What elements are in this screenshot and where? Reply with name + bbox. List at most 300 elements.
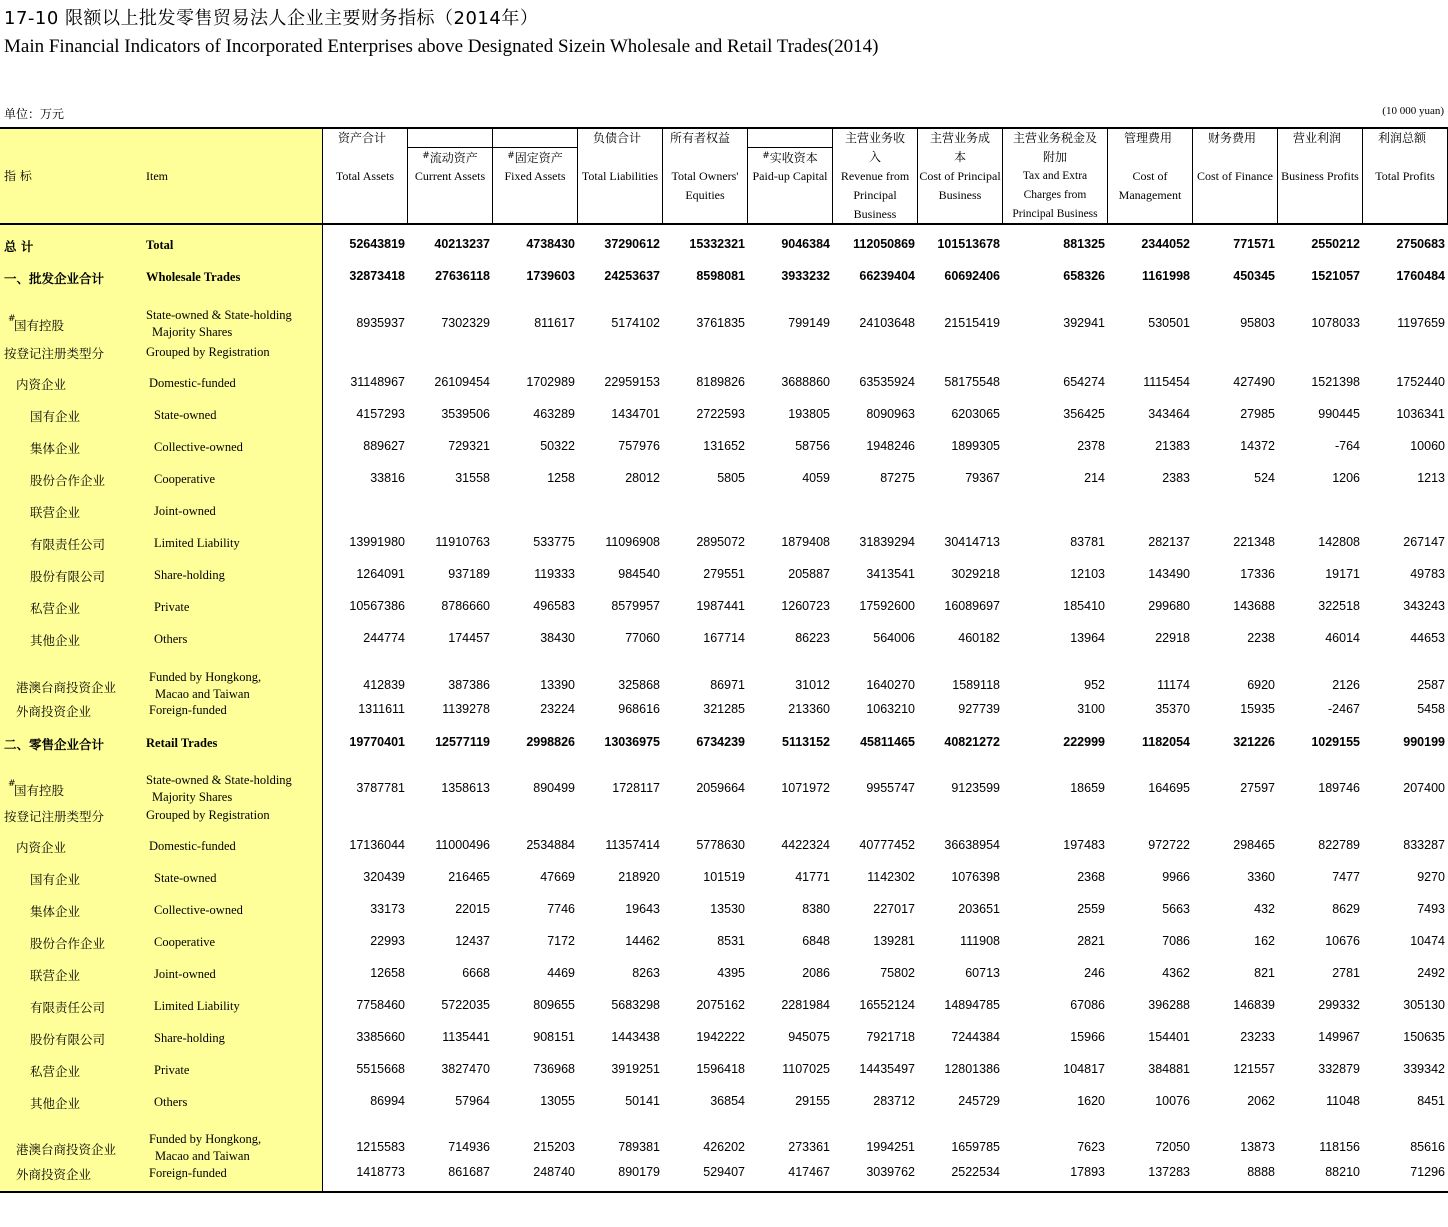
cell-value: 207400 [1403,781,1445,795]
row-label-en-line: State-owned & State-holding [146,773,292,787]
cell-value: 13873 [1240,1140,1275,1154]
row-label-cn [16,838,66,856]
header-mgmt-cn: 管理费用 [1124,131,1173,145]
cell-value: 45811465 [860,735,915,749]
cell-value: 35370 [1155,702,1190,716]
cell-value: 1142302 [867,870,915,884]
cell-value: 1418773 [356,1165,405,1179]
row-label-cn-text: 外商投资企业 [16,1167,92,1182]
cell-value: 24253637 [604,269,660,283]
row-label-en [149,838,236,855]
cell-value: 10567386 [349,599,405,613]
cell-value: 18659 [1070,781,1105,795]
hash-mark: # [507,151,515,161]
cell-value: 1596418 [696,1062,745,1076]
row-label-en-line: Grouped by Registration [146,808,270,822]
row-label-cn-text: 股份有限公司 [30,569,106,584]
cell-value: 2281984 [781,998,830,1012]
cell-value: 44653 [1410,631,1445,645]
row-label-cn [30,966,80,984]
cell-value: 714936 [448,1140,490,1154]
cell-value: 343243 [1403,599,1445,613]
cell-value: 2492 [1417,966,1445,980]
cell-value: 79367 [965,471,1000,485]
header-mgmt-en: Cost of Management [1118,169,1182,202]
row-label-cn-text: 私营企业 [30,1064,81,1079]
cell-value: 40777452 [859,838,915,852]
row-label-cn [16,375,66,393]
cell-value: 1942222 [696,1030,745,1044]
cell-value: 22993 [370,934,405,948]
cell-value: 771571 [1233,237,1275,251]
row-label-cn-text: 国有企业 [30,872,81,887]
header-fixed-assets-en: Fixed Assets [504,169,566,183]
row-label-en [154,631,187,648]
cell-value: 7493 [1417,902,1445,916]
row-label-cn-text: 联营企业 [30,505,81,520]
cell-value: 31839294 [859,535,915,549]
cell-value: 432 [1254,902,1275,916]
cell-value: 101513678 [937,237,1000,251]
header-fixed-assets-cn [493,149,577,168]
cell-value: 185410 [1063,599,1105,613]
header-group-rule [747,147,832,148]
header-paidup-en: Paid-up Capital [752,169,828,183]
cell-value: 86994 [370,1094,405,1108]
cell-value: 2534884 [526,838,575,852]
cell-value: 1434701 [611,407,660,421]
row-label-cn [16,1140,116,1158]
cell-value: 325868 [618,678,660,692]
cell-value: 833287 [1403,838,1445,852]
row-label-cn [4,735,104,753]
cell-value: 1659785 [951,1140,1000,1154]
cell-value: 1260723 [781,599,830,613]
row-label-en-line: Private [154,600,190,614]
row-label-en [154,870,216,887]
header-finance-en: Cost of Finance [1197,169,1273,183]
row-label-en [154,567,225,584]
row-label-cn-text: 集体企业 [30,904,81,919]
row-label-cn [16,1165,91,1183]
header-total-assets-cn: 资产合计 [338,131,387,145]
column-divider [322,129,323,1191]
cell-value: 821 [1254,966,1275,980]
row-label-cn-text: 按登记注册类型分 [4,346,105,361]
cell-value: 1948246 [866,439,915,453]
row-label-cn-text: 一、批发企业合计 [4,271,105,286]
cell-value: 22015 [455,902,490,916]
row-label-en-line: Macao and Taiwan [155,1149,250,1163]
cell-value: 15966 [1070,1030,1105,1044]
cell-value: 7623 [1077,1140,1105,1154]
row-label-en-line: Limited Liability [154,536,240,550]
cell-value: 143490 [1148,567,1190,581]
cell-value: 8786660 [441,599,490,613]
cell-value: 11048 [1326,1094,1360,1108]
cell-value: 463289 [533,407,575,421]
header-finance-cn: 财务费用 [1208,131,1257,145]
row-label-en-line: Funded by Hongkong, [149,670,262,684]
cell-value: 1311611 [358,702,405,716]
cell-value: 1036341 [1396,407,1445,421]
row-label-en-line: Domestic-funded [149,376,236,390]
cell-value: 8090963 [866,407,915,421]
cell-value: 174457 [448,631,490,645]
cell-value: 1135441 [442,1030,490,1044]
cell-value: 17893 [1070,1165,1105,1179]
cell-value: 3827470 [441,1062,490,1076]
cell-value: 736968 [533,1062,575,1076]
cell-value: 227017 [873,902,915,916]
cell-value: 17336 [1240,567,1275,581]
row-label-cn [30,934,105,952]
row-label-cn [30,439,80,457]
cell-value: 990199 [1403,735,1445,749]
cell-value: 320439 [363,870,405,884]
cell-value: 67086 [1070,998,1105,1012]
row-label-en-line: Funded by Hongkong, [149,1132,262,1146]
cell-value: 392941 [1063,316,1105,330]
cell-value: 908151 [533,1030,575,1044]
cell-value: 6203065 [951,407,1000,421]
cell-value: 460182 [958,631,1000,645]
header-liabilities-en: Total Liabilities [581,169,659,183]
cell-value: 861687 [448,1165,490,1179]
cell-value: 283712 [873,1094,915,1108]
row-label-en-line: Others [154,632,188,646]
unit-label-en: (10 000 yuan) [1382,105,1444,117]
cell-value: 23233 [1240,1030,1275,1044]
cell-value: 279551 [703,567,745,581]
cell-value: 21515419 [944,316,1000,330]
cell-value: 3761835 [696,316,745,330]
cell-value: 137283 [1148,1165,1190,1179]
cell-value: 2383 [1162,471,1190,485]
row-label-cn-text: 内资企业 [16,377,67,392]
row-label-en [154,1062,189,1079]
cell-value: 4422324 [781,838,830,852]
cell-value: 3100 [1077,702,1105,716]
row-label-cn [30,407,80,425]
cell-value: 164695 [1148,781,1190,795]
cell-value: 658326 [1063,269,1105,283]
cell-value: 927739 [958,702,1000,716]
header-totalprofit-en: Total Profits [1375,169,1435,183]
row-label-en [154,407,216,424]
cell-value: 86223 [795,631,830,645]
cell-value: 1640270 [866,678,915,692]
row-label-cn-text: 港澳台商投资企业 [16,1142,117,1157]
row-label-cn [30,631,80,649]
row-label-cn [30,998,105,1016]
hash-mark: # [422,151,430,161]
cell-value: 890499 [533,781,575,795]
header-bizprofit-en: Business Profits [1281,169,1359,183]
cell-value: 305130 [1403,998,1445,1012]
cell-value: 193805 [788,407,830,421]
cell-value: 36854 [710,1094,745,1108]
header-revenue-en: Revenue from Principal Business [840,169,910,221]
row-label-en [154,1094,187,1111]
row-label-en-line: Collective-owned [154,903,243,917]
cell-value: 881325 [1063,237,1105,251]
unit-label-cn: 单位：万元 [4,107,65,121]
cell-value: 945075 [788,1030,830,1044]
cell-value: 1139278 [442,702,490,716]
row-label-en-line: Share-holding [154,568,225,582]
cell-value: 38430 [540,631,575,645]
cell-value: 31012 [795,678,830,692]
row-label-cn-text: 有限责任公司 [30,1000,106,1015]
cell-value: 1521398 [1311,375,1360,389]
row-label-cn-text: 国有控股 [14,783,65,798]
cell-value: 7758460 [356,998,405,1012]
header-indicator-cn: 指 标 [4,169,32,183]
header-bizprofit-cn: 营业利润 [1293,131,1342,145]
row-label-cn [4,269,104,287]
cell-value: 2998826 [526,735,575,749]
cell-value: 299332 [1318,998,1360,1012]
cell-value: 10060 [1410,439,1445,453]
cell-value: 937189 [448,567,490,581]
cell-value: 111908 [960,934,1000,948]
cell-value: 2550212 [1311,237,1360,251]
cell-value: 1107025 [782,1062,830,1076]
cell-value: 1899305 [951,439,1000,453]
cell-value: 3688860 [781,375,830,389]
cell-value: 19171 [1325,567,1360,581]
row-label-cn [8,779,65,799]
cell-value: 12658 [370,966,405,980]
cell-value: 58756 [795,439,830,453]
cell-value: 245729 [958,1094,1000,1108]
row-label-en-line: Cooperative [154,472,216,486]
cell-value: 890179 [618,1165,660,1179]
row-label-cn-text: 有限责任公司 [30,537,106,552]
row-label-cn [4,807,104,825]
cell-value: 1029155 [1311,735,1360,749]
cell-value: 139281 [873,934,915,948]
cell-value: 6668 [462,966,490,980]
cell-value: 5683298 [611,998,660,1012]
row-label-cn-text: 股份有限公司 [30,1032,106,1047]
cell-value: 27636118 [435,269,490,283]
cell-value: 13390 [540,678,575,692]
cell-value: 205887 [788,567,830,581]
cell-value: 83781 [1070,535,1105,549]
page-title-en: Main Financial Indicators of Incorporated Enterprises above Designated Sizein Wholesale and Retail Trades(2014) [4,36,879,57]
row-label-en-line: Majority Shares [152,790,233,804]
row-label-en-line: Foreign-funded [149,1166,227,1180]
cell-value: 1443438 [611,1030,660,1044]
row-label-cn-text: 国有控股 [14,318,65,333]
row-label-en [146,807,270,824]
cell-value: 10076 [1155,1094,1190,1108]
cell-value: 14894785 [944,998,1000,1012]
cell-value: 1521057 [1311,269,1360,283]
row-label-en [146,307,292,341]
cell-value: 13530 [710,902,745,916]
cell-value: 5663 [1162,902,1190,916]
row-label-cn-text: 外商投资企业 [16,704,92,719]
row-label-en [149,669,261,703]
cell-value: 24103648 [859,316,915,330]
cell-value: 984540 [618,567,660,581]
cell-value: 37290612 [604,237,660,251]
cell-value: 146839 [1233,998,1275,1012]
cell-value: 4157293 [356,407,405,421]
row-label-en-line: State-owned [154,408,217,422]
cell-value: 654274 [1063,375,1105,389]
row-label-cn-text: 二、零售企业合计 [4,737,105,752]
cell-value: 22918 [1155,631,1190,645]
header-item-en: Item [146,169,168,183]
cell-value: 203651 [958,902,1000,916]
row-label-en-line: Total [146,238,174,252]
cell-value: 3539506 [441,407,490,421]
cell-value: 23224 [540,702,575,716]
cell-value: 104817 [1063,1062,1105,1076]
cell-value: 14435497 [859,1062,915,1076]
row-label-en-line: State-owned & State-holding [146,308,292,322]
cell-value: 88210 [1325,1165,1360,1179]
cell-value: 7477 [1332,870,1360,884]
cell-value: 496583 [533,599,575,613]
cell-value: 248740 [533,1165,575,1179]
cell-value: 13964 [1070,631,1105,645]
cell-value: 1987441 [696,599,745,613]
cell-value: 197483 [1063,838,1105,852]
cell-value: 29155 [795,1094,830,1108]
row-label-en-line: Others [154,1095,188,1109]
cell-value: 12437 [455,934,490,948]
cell-value: 87275 [880,471,915,485]
cell-value: 2378 [1077,439,1105,453]
cell-value: 246 [1084,966,1105,980]
cell-value: 530501 [1148,316,1190,330]
cell-value: 75802 [880,966,915,980]
cell-value: 16552124 [859,998,915,1012]
cell-value: 789381 [618,1140,660,1154]
row-label-en [149,1131,261,1165]
hash-mark: # [762,151,770,161]
cell-value: 41771 [795,870,830,884]
row-label-en-line: Share-holding [154,1031,225,1045]
row-label-en [149,1165,227,1182]
header-bottom-rule [0,223,1448,225]
cell-value: 1620 [1077,1094,1105,1108]
cell-value: 4059 [802,471,830,485]
cell-value: 427490 [1233,375,1275,389]
row-label-en-line: Joint-owned [154,504,216,518]
cell-value: 50322 [540,439,575,453]
cell-value: 2587 [1417,678,1445,692]
row-label-cn-text: 股份合作企业 [30,936,106,951]
header-revenue-cn: 主营业务收入 [844,131,905,164]
cell-value: 2559 [1077,902,1105,916]
cell-value: 1161998 [1142,269,1190,283]
header-total-assets-en: Total Assets [335,169,395,183]
cell-value: 1728117 [612,781,660,795]
row-label-cn-text: 按登记注册类型分 [4,809,105,824]
cell-value: 1078033 [1311,316,1360,330]
cell-value: 426202 [703,1140,745,1154]
cell-value: 47669 [540,870,575,884]
header-liabilities-cn: 负债合计 [593,131,642,145]
header-paidup-cn-text: 实收资本 [769,151,818,165]
cell-value: 49783 [1410,567,1445,581]
row-label-cn [30,599,80,617]
cell-value: 15935 [1240,702,1275,716]
row-label-cn-text: 联营企业 [30,968,81,983]
cell-value: -2467 [1328,702,1360,716]
cell-value: 417467 [788,1165,830,1179]
cell-value: 7302329 [441,316,490,330]
cell-value: 1115454 [1143,375,1190,389]
cell-value: 1702989 [526,375,575,389]
cell-value: 811617 [534,316,575,330]
header-group-rule [407,147,577,148]
cell-value: 142808 [1318,535,1360,549]
row-label-cn-text: 总 计 [4,239,34,254]
cell-value: 19643 [625,902,660,916]
cell-value: 4395 [717,966,745,980]
cell-value: 9955747 [866,781,915,795]
header-totalprofit-cn: 利润总额 [1378,131,1427,145]
table-bottom-rule [0,1191,1448,1193]
cell-value: 8451 [1417,1094,1445,1108]
cell-value: 5174102 [611,316,660,330]
cell-value: 1197659 [1397,316,1445,330]
cell-value: 1760484 [1396,269,1445,283]
row-label-en-line: State-owned [154,871,217,885]
cell-value: 71296 [1410,1165,1445,1179]
row-label-cn [16,678,116,696]
cell-value: 343464 [1148,407,1190,421]
cell-value: 40821272 [944,735,1000,749]
row-label-cn [4,344,104,362]
cell-value: 6920 [1247,678,1275,692]
cell-value: 5722035 [441,998,490,1012]
cell-value: 2781 [1332,966,1360,980]
row-label-en-line: Grouped by Registration [146,345,270,359]
row-label-cn [4,237,33,255]
cell-value: 11174 [1157,678,1190,692]
cell-value: 990445 [1318,407,1360,421]
row-label-en-line: Retail Trades [146,736,218,750]
cell-value: 31558 [455,471,490,485]
cell-value: 7244384 [951,1030,1000,1044]
cell-value: 60713 [965,966,1000,980]
cell-value: 1063210 [866,702,915,716]
cell-value: 3933232 [781,269,830,283]
cell-value: 8189826 [696,375,745,389]
row-label-en [146,237,173,254]
row-label-cn-text: 港澳台商投资企业 [16,680,117,695]
row-label-cn [8,314,65,334]
row-label-en [146,269,240,286]
cell-value: 809655 [533,998,575,1012]
cell-value: 4469 [547,966,575,980]
row-label-en [149,375,236,392]
cell-value: 5458 [1417,702,1445,716]
cell-value: 450345 [1233,269,1275,283]
cell-value: 2368 [1077,870,1105,884]
cell-value: 19770401 [349,735,405,749]
row-label-cn-text: 内资企业 [16,840,67,855]
cell-value: 9123599 [951,781,1000,795]
